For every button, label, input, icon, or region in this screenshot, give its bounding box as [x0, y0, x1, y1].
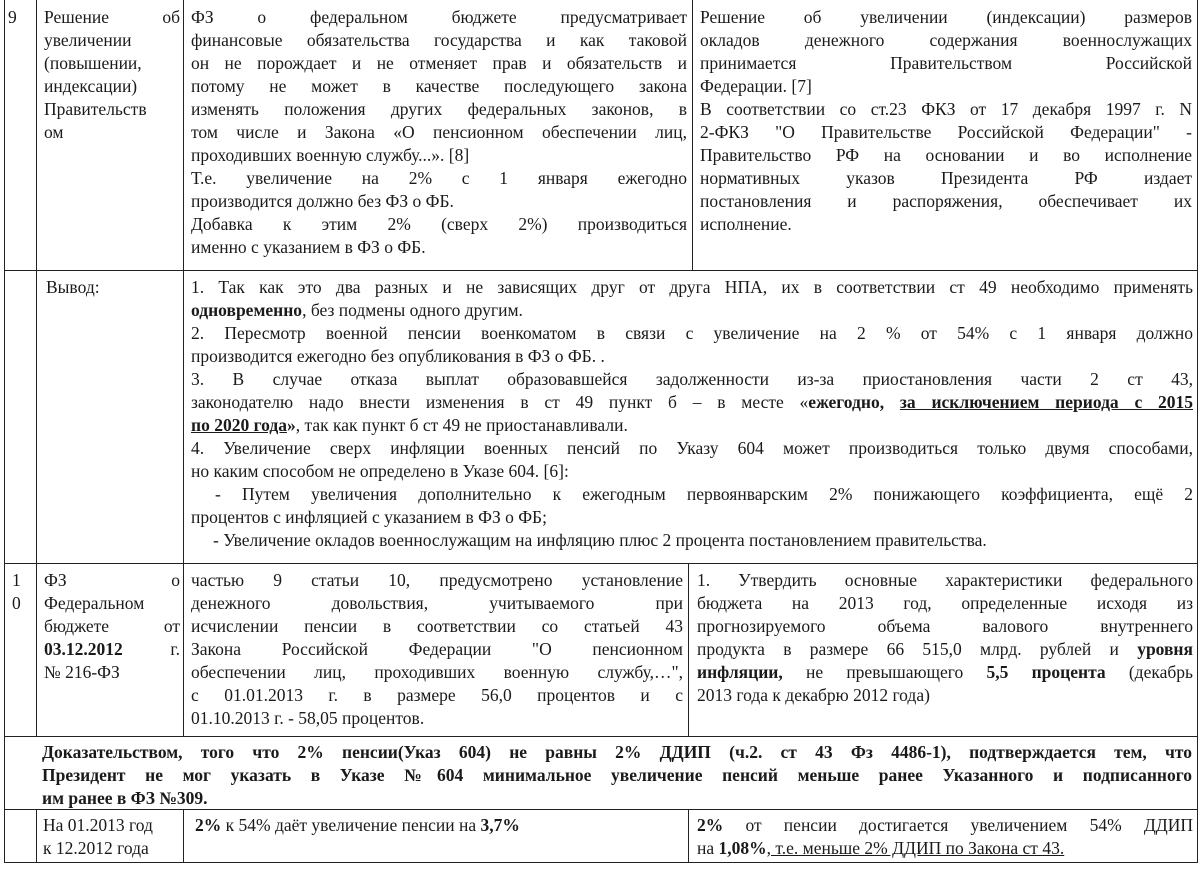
row9-c3-line-5: изменять положения других федеральных законов, в [191, 99, 687, 119]
row10-c4-line-3: прогнозируемого объема валового внутреннего [697, 616, 1193, 636]
row10-title-line-2: Федеральном [44, 593, 145, 613]
row10-title-line-4 [44, 638, 180, 661]
row9-c3-line-3: он не порождает и не отменяет прав и обязательств и [191, 53, 687, 73]
row10-title-line-1 [44, 569, 180, 592]
proof-line-3 [42, 787, 1192, 810]
row10-budget-characteristics [697, 569, 1193, 707]
row9-title-line-1 [44, 6, 180, 29]
last-c4-text-1: от пенсии достигается увеличением 54% ДДИП [723, 815, 1193, 835]
row9-c4-line-4: Федерации. [7] [700, 76, 812, 96]
conclusion-p4-line-2: но каким способом не определено в Указе 604. [6]: [191, 461, 569, 481]
conclusion-p1-bold: одновременно [191, 300, 303, 320]
row10-title-w5: г. [170, 639, 180, 659]
conclusion-p3-line-2 [191, 391, 1193, 414]
row10-c4-line-4 [697, 638, 1193, 661]
conclusion-p4-line-3: - Путем увеличения дополнительно к ежегодным первоянварским 2% понижающего коэффициента, ещё 2 [215, 484, 1193, 504]
row10-c4-line-5 [697, 661, 1193, 684]
last-row-period [43, 814, 181, 860]
row10-title-line-3 [44, 615, 180, 638]
last-c4-bold-1: 2% [697, 815, 724, 835]
row10-c3-line-4: Закона Российской Федерации "О пенсионном [191, 639, 683, 659]
row9-title-line-6: ом [44, 122, 64, 142]
row10-c4-l4-bold: уровня [1137, 639, 1193, 659]
last-c3-text: к 54% даёт увеличение пенсии на [221, 815, 481, 835]
proof-line-3-bold: им ранее в ФЗ №309. [42, 788, 208, 808]
row9-c4-line-10: исполнение. [700, 214, 792, 234]
conclusion-label [46, 276, 180, 299]
row9-c3-line-9: производится должно без ФЗ о ФБ. [191, 191, 454, 211]
row9-title-line-5: Правительств [44, 99, 147, 119]
row9-c3-line-4: потому не может в качестве последующего закона [191, 76, 687, 96]
proof-line-1-bold: Доказательством, того что 2% пенсии(Указ 604) не равны 2% ДДИП (ч.2. ст 43 Фз 4486-1), подтверждается тем, что [42, 742, 1192, 762]
row10-number-digit-2: 0 [12, 593, 21, 613]
conclusion-p4-line-4: процентов с инфляцией с указанием в ФЗ о ФБ; [191, 507, 547, 527]
proof-line-2-bold: Президент не мог указать в Указе №604 минимальное увеличение пенсий меньше ранее Указанного и подписанного [42, 765, 1192, 785]
rule-v-left [4, 0, 5, 862]
last-c4-bold-2: 1,08% [718, 838, 767, 858]
rule-v-right [1197, 0, 1198, 862]
row9-c4-line-5: В соответствии со ст.23 ФКЗ от 17 декабря 1997 г. N [700, 99, 1192, 119]
row9-c4-line-1: Решение об увеличении (индексации) размеров [700, 7, 1192, 27]
row9-c3-line-10: Добавка к этим 2% (сверх 2%) производиться [191, 214, 687, 234]
last-c4-line-2 [697, 837, 1193, 860]
row10-title-w1: ФЗ [44, 570, 67, 590]
conclusion-p3-line-3 [191, 414, 1193, 437]
row10-c3-line-7: 01.10.2013 г. - 58,05 процентов. [191, 708, 425, 728]
row10-title [44, 569, 180, 684]
row9-c4-line-9: постановления и распоряжения, обеспечивает их [700, 191, 1192, 211]
conclusion-text [191, 276, 1193, 552]
last-period-line-1: На 01.2013 год [43, 815, 153, 835]
conclusion-p3-bold: ежегодно, [808, 392, 900, 412]
rule-h-5 [4, 862, 1198, 863]
row9-title-line-2: увеличении [44, 30, 132, 50]
row10-title-date: 03.12.2012 [44, 639, 123, 659]
row10-c4-l5-bold-1: инфляции, [697, 662, 783, 682]
conclusion-p3-bold-underline-1: за исключением периода с 2015 [899, 392, 1193, 412]
last-c4-text-3: , т.е. меньше 2% ДДИП по Закона ст 43. [766, 838, 1065, 858]
row10-allowance-text [191, 569, 683, 730]
row10-c4-l5-text-2: (декабрь [1105, 662, 1193, 682]
row9-c3-line-7: проходивших военную службу...». [8] [191, 145, 470, 165]
row9-number-text: 9 [8, 7, 17, 27]
last-c4-line-1 [697, 814, 1193, 837]
row9-title-word-2: об [162, 7, 180, 27]
conclusion-p1-line-1: 1. Так как это два разных и не зависящих друг от друга НПА, их в соответствии ст 49 необходимо применять [191, 277, 1193, 297]
row10-c4-line-2: бюджета на 2013 год, определенные исходя из [697, 593, 1193, 613]
conclusion-p2-line-1: 2. Пересмотр военной пенсии военкоматом в связи с увеличение на 2 % от 54% с 1 января должно [191, 323, 1193, 343]
row9-title-word-1: Решение [44, 7, 110, 27]
last-c3-line-1 [195, 814, 683, 837]
last-row-increase [195, 814, 683, 837]
conclusion-p3-rest: , так как пункт б ст 49 не приостанавливали. [295, 415, 628, 435]
conclusion-p3-pre: законодателю надо внести изменения в ст 49 пункт б – в месте « [191, 392, 809, 412]
conclusion-p4-line-1: 4. Увеличение сверх инфляции военных пенсий по Указу 604 может производиться только двумя способами, [191, 438, 1193, 458]
row10-c4-line-6: 2013 года к декабрю 2012 года) [697, 685, 930, 705]
row9-number [8, 6, 34, 29]
row9-title-line-3: (повышении, [44, 53, 142, 73]
row10-title-line-5: № 216-ФЗ [44, 662, 120, 682]
rule-v-mid-10 [688, 563, 689, 736]
proof-line-2 [42, 764, 1192, 787]
row10-title-w3: бюджете [44, 616, 110, 636]
rule-v-title-last [183, 809, 184, 862]
row9-c3-line-1: ФЗ о федеральном бюджете предусматривает [191, 7, 687, 27]
last-c4-text-2: на [697, 838, 719, 858]
last-row-ddip [697, 814, 1193, 860]
row9-c4-line-3: принимается Правительством Российской [700, 53, 1192, 73]
rule-v-title [183, 0, 184, 736]
row9-c4-line-2: окладов денежного содержания военнослужащих [700, 30, 1192, 50]
row9-title-line-4: индексации) [44, 76, 138, 96]
row9-c4-line-6: 2-ФКЗ "О Правительстве Российской Федерации" - [700, 122, 1192, 142]
row9-c3-line-2: финансовые обязательства государства и как таковой [191, 30, 687, 50]
row10-number-digit-1: 1 [12, 570, 21, 590]
rule-v-num-last [36, 809, 37, 862]
row9-c3-line-6: том числе и Закона «О пенсионном обеспечении лиц, [191, 122, 687, 142]
proof-text [42, 741, 1192, 810]
last-period-line-2: к 12.2012 года [43, 838, 149, 858]
conclusion-p2-line-2: производится ежегодно без опубликования в ФЗ о ФБ. . [191, 346, 605, 366]
row9-c4-line-8: нормативных указов Президента РФ издает [700, 168, 1192, 188]
rule-v-mid-last [688, 809, 689, 862]
rule-v-num [36, 0, 37, 736]
row10-c3-line-2: денежного довольствия, учитываемого при [191, 593, 683, 613]
conclusion-p3-line-1: 3. В случае отказа выплат образовавшейся задолженности из-за приостановления части 2 ст 43, [191, 369, 1193, 389]
row10-c3-line-5: обеспечении лиц, проходивших военную службу,…", [191, 662, 683, 682]
last-c3-bold-1: 2% [195, 815, 222, 835]
row9-c3-line-11: именно с указанием в ФЗ о ФБ. [191, 237, 426, 257]
conclusion-p3-bold-end: » [286, 415, 296, 435]
row10-title-w4: от [163, 616, 180, 636]
row10-c3-line-6: с 01.01.2013 г. в размере 56,0 процентов и с [191, 685, 683, 705]
row10-c4-l5-bold-2: 5,5 процента [986, 662, 1106, 682]
row10-title-w2: о [171, 570, 180, 590]
conclusion-p3-bold-underline-2: по 2020 года [191, 415, 287, 435]
row9-c4-line-7: Правительство РФ на основании и во исполнение [700, 145, 1192, 165]
row9-federal-budget-text [191, 6, 687, 259]
row9-government-text [700, 6, 1192, 236]
conclusion-p1-rest: , без подмены одного другим. [302, 300, 523, 320]
row10-c4-l4-text: продукта в размере 66 515,0 млрд. рублей и [697, 639, 1138, 659]
conclusion-label-text: Вывод: [46, 277, 100, 297]
row9-title [44, 6, 180, 144]
row10-c3-line-3: исчислении пенсии в соответствии со статьей 43 [191, 616, 683, 636]
row10-c3-line-1: частью 9 статьи 10, предусмотрено установление [191, 570, 683, 590]
row10-number [12, 569, 34, 615]
conclusion-p4-line-5: - Увеличение окладов военнослужащим на инфляцию плюс 2 процента постановлением правительства. [213, 530, 987, 550]
row9-c3-line-8: Т.е. увеличение на 2% с 1 января ежегодно [191, 168, 687, 188]
row10-c4-l5-text-1: не превышающего [782, 662, 987, 682]
row10-c4-line-1: 1. Утвердить основные характеристики федерального [697, 570, 1193, 590]
rule-h-3 [4, 736, 1198, 737]
proof-line-1 [42, 741, 1192, 764]
conclusion-p1-line-2 [191, 299, 1193, 322]
rule-v-mid-9 [692, 0, 693, 270]
last-c3-bold-2: 3,7% [480, 815, 520, 835]
